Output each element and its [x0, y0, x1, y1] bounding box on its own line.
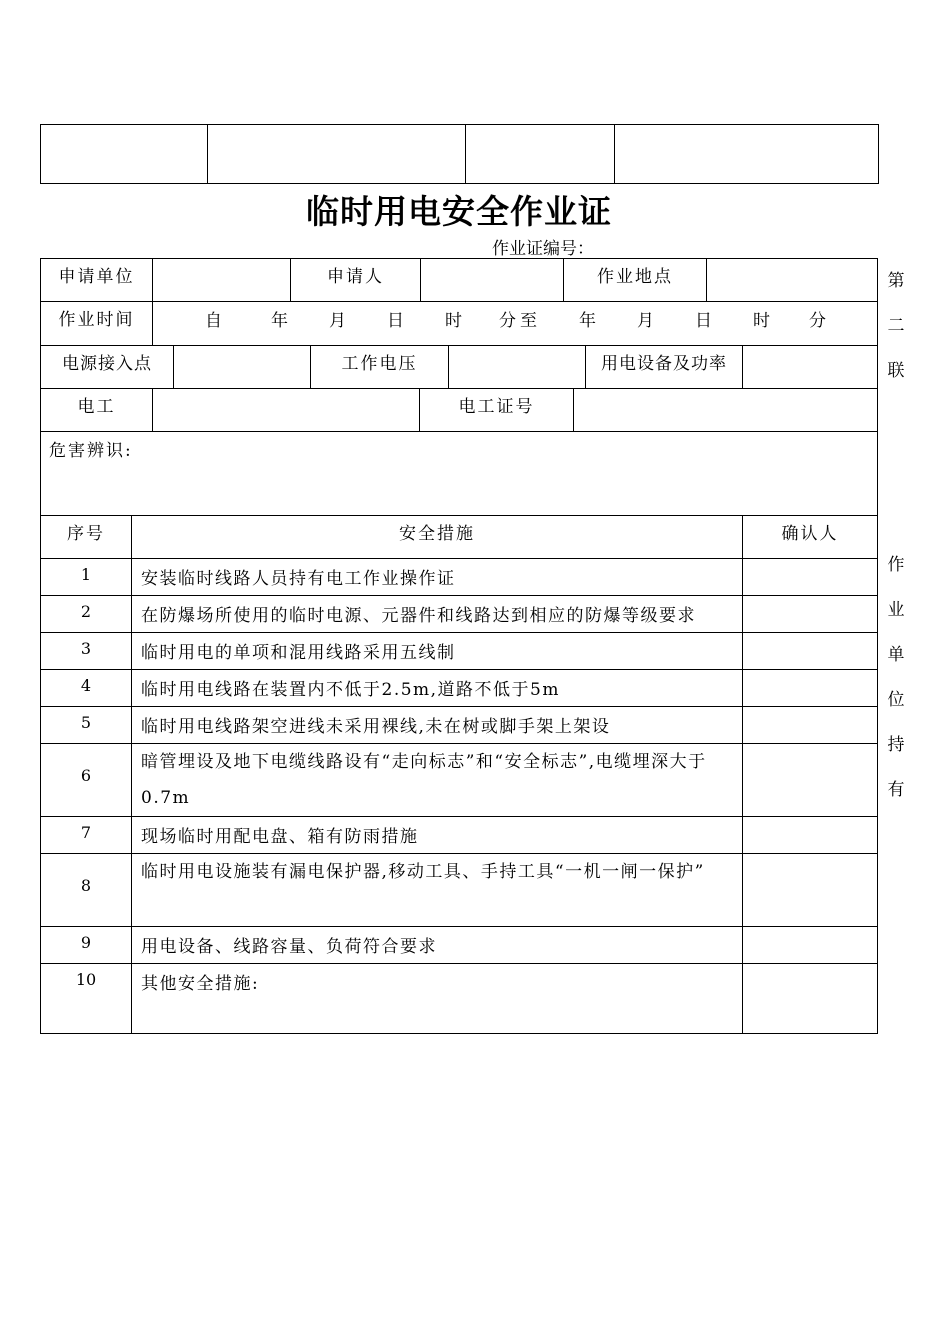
- electrician-label: 电工: [41, 389, 153, 431]
- measure-row: [40, 817, 878, 854]
- applicant-field[interactable]: [421, 259, 564, 301]
- measure-text: 临时用电线路架空进线未采用裸线,未在树或脚手架上架设: [132, 707, 743, 743]
- measure-row: [40, 854, 878, 927]
- confirm-field[interactable]: [743, 596, 877, 632]
- power-row: [40, 346, 878, 389]
- time-part: 月: [329, 311, 346, 331]
- side-char: 第: [887, 271, 905, 291]
- document-title: 临时用电安全作业证: [306, 192, 612, 231]
- applicant-label: 申请人: [291, 259, 421, 301]
- applicant-unit-label: 申请单位: [41, 259, 153, 301]
- work-time-label: 作业时间: [41, 302, 153, 345]
- confirm-field[interactable]: [743, 927, 877, 963]
- measure-text: 临时用电线路在装置内不低于2.5m,道路不低于5m: [132, 670, 743, 706]
- measure-row: [40, 964, 878, 1034]
- measure-row: [40, 633, 878, 670]
- measure-number: 4: [41, 670, 132, 706]
- measure-number: 2: [41, 596, 132, 632]
- measure-number: 8: [41, 854, 132, 926]
- voltage-label: 工作电压: [311, 346, 449, 388]
- measure-number: 3: [41, 633, 132, 669]
- power-point-field[interactable]: [174, 346, 311, 388]
- measure-number: 6: [41, 744, 132, 816]
- time-part: 时: [445, 311, 462, 331]
- confirm-field[interactable]: [743, 559, 877, 595]
- time-part: 日: [695, 311, 712, 331]
- time-part: 月: [637, 311, 654, 331]
- work-time-field[interactable]: [153, 302, 877, 345]
- work-location-label: 作业地点: [564, 259, 707, 301]
- side-char: 持: [887, 735, 905, 755]
- measure-text: 临时用电设施装有漏电保护器,移动工具、手持工具“一机一闸一保护”: [132, 854, 743, 926]
- time-part: 日: [387, 311, 404, 331]
- header-blank-cell: [466, 125, 615, 184]
- seq-header: 序号: [41, 516, 132, 558]
- time-part: 年: [271, 311, 288, 331]
- electrician-cert-field[interactable]: [574, 389, 877, 431]
- confirm-field[interactable]: [743, 707, 877, 743]
- measure-text: 临时用电的单项和混用线路采用五线制: [132, 633, 743, 669]
- equipment-power-label: 用电设备及功率: [586, 346, 743, 388]
- copy-side-label: [886, 259, 906, 394]
- time-part: 分至: [499, 311, 541, 331]
- voltage-field[interactable]: [449, 346, 586, 388]
- confirm-header: 确认人: [781, 524, 839, 544]
- measure-number: 7: [41, 817, 132, 853]
- measure-number: 1: [41, 559, 132, 595]
- confirm-field[interactable]: [743, 744, 877, 816]
- measure-text: 其他安全措施:: [132, 964, 743, 1033]
- measure-text: 暗管埋设及地下电缆线路设有“走向标志”和“安全标志”,电缆埋深大于0.7m: [132, 744, 743, 816]
- measure-row: [40, 670, 878, 707]
- measure-row: [40, 927, 878, 964]
- permit-number-label: 作业证编号：: [492, 239, 594, 259]
- measure-text: 在防爆场所使用的临时电源、元器件和线路达到相应的防爆等级要求: [132, 596, 743, 632]
- measure-row: [40, 744, 878, 817]
- hazard-row: [40, 432, 878, 516]
- holder-side-label: [886, 543, 906, 813]
- measure-text: 安装临时线路人员持有电工作业操作证: [132, 559, 743, 595]
- header-blank-cell: [41, 125, 208, 184]
- electrician-row: [40, 389, 878, 432]
- side-char: 作: [887, 555, 905, 575]
- applicant-row: [40, 258, 878, 302]
- permit-form: [40, 258, 878, 1034]
- header-blank-cell: [615, 125, 879, 184]
- work-location-field[interactable]: [707, 259, 877, 301]
- side-char: 位: [887, 690, 905, 710]
- header-blank-cell: [208, 125, 466, 184]
- applicant-unit-field[interactable]: [153, 259, 291, 301]
- confirm-field[interactable]: [743, 817, 877, 853]
- header-blank-table: [40, 124, 879, 184]
- electrician-cert-label: 电工证号: [420, 389, 574, 431]
- side-char: 二: [887, 316, 905, 336]
- time-part: 时: [753, 311, 770, 331]
- time-part: 分: [809, 311, 826, 331]
- confirm-field[interactable]: [743, 633, 877, 669]
- measure-number: 5: [41, 707, 132, 743]
- measure-number: 10: [41, 964, 132, 1033]
- measure-header: 安全措施: [132, 516, 743, 558]
- power-point-label: 电源接入点: [41, 346, 174, 388]
- measure-row: [40, 596, 878, 633]
- side-char: 有: [887, 780, 905, 800]
- hazard-label[interactable]: 危害辨识:: [49, 441, 133, 461]
- side-char: 联: [887, 361, 905, 381]
- measures-header-row: [40, 516, 878, 559]
- equipment-power-field[interactable]: [743, 346, 877, 388]
- confirm-field[interactable]: [743, 964, 877, 1033]
- side-char: 业: [887, 600, 905, 620]
- side-char: 单: [887, 645, 905, 665]
- measure-text: 用电设备、线路容量、负荷符合要求: [132, 927, 743, 963]
- electrician-field[interactable]: [153, 389, 420, 431]
- time-part: 年: [579, 311, 596, 331]
- confirm-field[interactable]: [743, 670, 877, 706]
- work-time-row: [40, 302, 878, 346]
- measure-row: [40, 707, 878, 744]
- measure-number: 9: [41, 927, 132, 963]
- time-part: 自: [205, 311, 222, 331]
- measure-text: 现场临时用配电盘、箱有防雨措施: [132, 817, 743, 853]
- measure-row: [40, 559, 878, 596]
- confirm-field[interactable]: [743, 854, 877, 926]
